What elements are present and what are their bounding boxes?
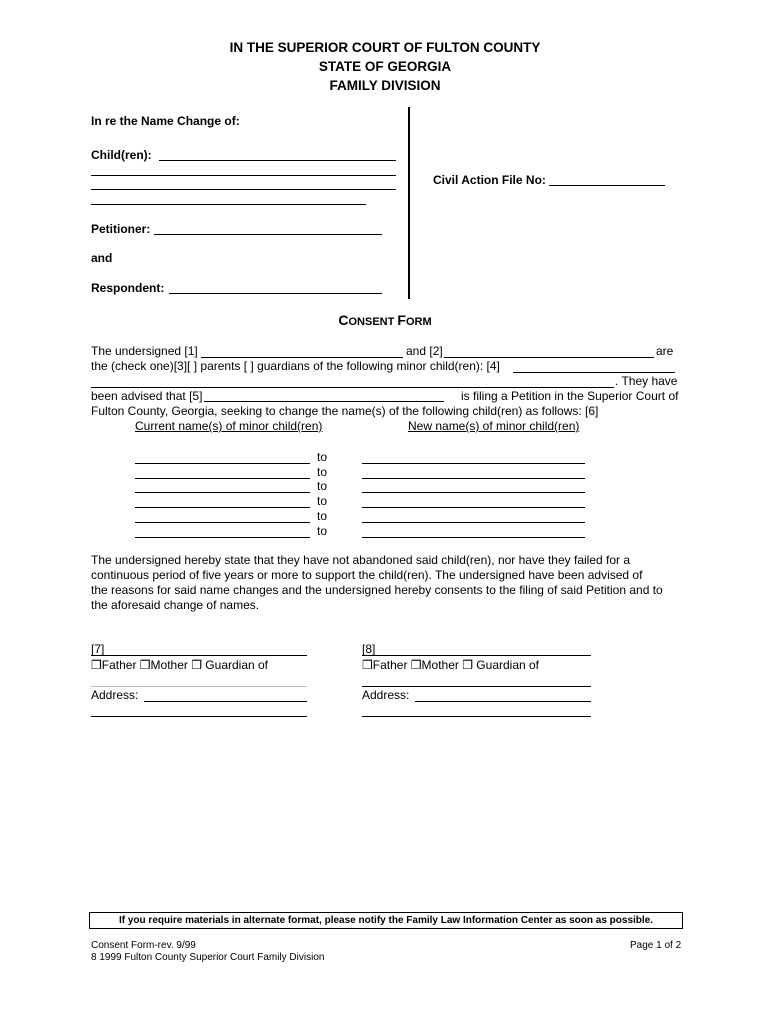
division-name: FAMILY DIVISION [329, 78, 441, 93]
children-field-1[interactable] [159, 160, 396, 161]
children-field-2[interactable] [91, 175, 396, 176]
to-text: to [317, 450, 328, 464]
current-names-header: Current name(s) of minor child(ren) [135, 419, 323, 433]
caption-divider [408, 107, 410, 299]
signature-8-address-label: Address: [362, 688, 410, 702]
statement-line-3: the reasons for said name changes and the undersigned hereby consents to the filing of said Petition and to [91, 583, 663, 597]
petitioner-label: Petitioner: [91, 222, 151, 236]
petitioner-name-field[interactable] [204, 401, 444, 402]
to-text: to [317, 479, 328, 493]
current-name-field[interactable] [135, 537, 310, 538]
signature-7-address-label: Address: [91, 688, 139, 702]
signature-7-address-field-1[interactable] [144, 701, 307, 702]
signature-7-number: [7] [91, 642, 105, 656]
new-name-field[interactable] [362, 522, 585, 523]
to-text: to [317, 494, 328, 508]
current-name-field[interactable] [135, 478, 310, 479]
signature-7-role[interactable]: ❒Father ❒Mother ❒ Guardian of [91, 658, 269, 672]
civil-action-field[interactable] [549, 185, 665, 186]
civil-action-label: Civil Action File No: [433, 173, 546, 187]
new-name-field[interactable] [362, 492, 585, 493]
children-field-4[interactable] [91, 204, 366, 205]
signature-7-field[interactable] [91, 655, 307, 656]
children-field-3[interactable] [91, 189, 396, 190]
title-onsent: ONSENT [348, 316, 398, 328]
are-text: are [656, 344, 674, 358]
current-name-field[interactable] [135, 522, 310, 523]
statement-line-4: the aforesaid change of names. [91, 598, 260, 612]
page-number: Page 1 of 2 [630, 940, 682, 951]
party-2-field[interactable] [444, 357, 654, 358]
respondent-field[interactable] [169, 293, 382, 294]
new-name-field[interactable] [362, 478, 585, 479]
new-name-field[interactable] [362, 463, 585, 464]
copyright-notice: 8 1999 Fulton County Superior Court Family Division [91, 952, 325, 963]
children-list-field-1[interactable] [513, 372, 675, 373]
title-letter-f: F [397, 312, 406, 328]
form-revision: Consent Form-rev. 9/99 [91, 940, 196, 951]
signature-8-field[interactable] [362, 655, 591, 656]
to-text: to [317, 509, 328, 523]
title-orm: ORM [405, 316, 432, 328]
statement-line-2: continuous period of five years or more to support the child(ren). The undersigned have been advised of [91, 568, 643, 582]
check-one-text: the (check one)[3][ ] parents [ ] guardians of the following minor child(ren): [4] [91, 359, 500, 373]
signature-8-address-field-2[interactable] [362, 716, 591, 717]
fulton-text: Fulton County, Georgia, seeking to change the name(s) of the following child(ren) as follows: [6] [91, 404, 599, 418]
signature-7-address-field-2[interactable] [91, 716, 307, 717]
current-name-field[interactable] [135, 507, 310, 508]
they-have-text: . They have [615, 374, 678, 388]
respondent-label: Respondent: [91, 281, 165, 295]
to-text: to [317, 524, 328, 538]
court-name: IN THE SUPERIOR COURT OF FULTON COUNTY [229, 40, 541, 55]
and-label: and [91, 251, 113, 265]
alternate-format-notice: If you require materials in alternate format, please notify the Family Law Information Center as soon as possible. [89, 912, 683, 929]
signature-8-child-field[interactable] [362, 686, 591, 687]
current-name-field[interactable] [135, 463, 310, 464]
petitioner-field[interactable] [154, 234, 382, 235]
new-name-field[interactable] [362, 537, 585, 538]
undersigned-text: The undersigned [1] [91, 344, 198, 358]
and-2-text: and [2] [406, 344, 443, 358]
statement-line-1: The undersigned hereby state that they have not abandoned said child(ren), nor have they failed for a [91, 553, 631, 567]
signature-8-role[interactable]: ❒Father ❒Mother ❒ Guardian of [362, 658, 540, 672]
children-list-field-2[interactable] [91, 387, 614, 388]
signature-7-child-field[interactable] [91, 686, 307, 687]
new-name-field[interactable] [362, 507, 585, 508]
form-title [0, 312, 770, 330]
state-name: STATE OF GEORGIA [318, 59, 452, 74]
signature-8-address-field-1[interactable] [415, 701, 591, 702]
in-re-label: In re the Name Change of: [91, 114, 240, 128]
party-1-field[interactable] [201, 357, 403, 358]
to-text: to [317, 465, 328, 479]
new-names-header: New name(s) of minor child(ren) [408, 419, 580, 433]
title-letter-c: C [338, 312, 349, 328]
current-name-field[interactable] [135, 492, 310, 493]
filing-text: is filing a Petition in the Superior Court of [461, 389, 679, 403]
signature-8-number: [8] [362, 642, 376, 656]
been-advised-text: been advised that [5] [91, 389, 203, 403]
children-label: Child(ren): [91, 148, 152, 162]
